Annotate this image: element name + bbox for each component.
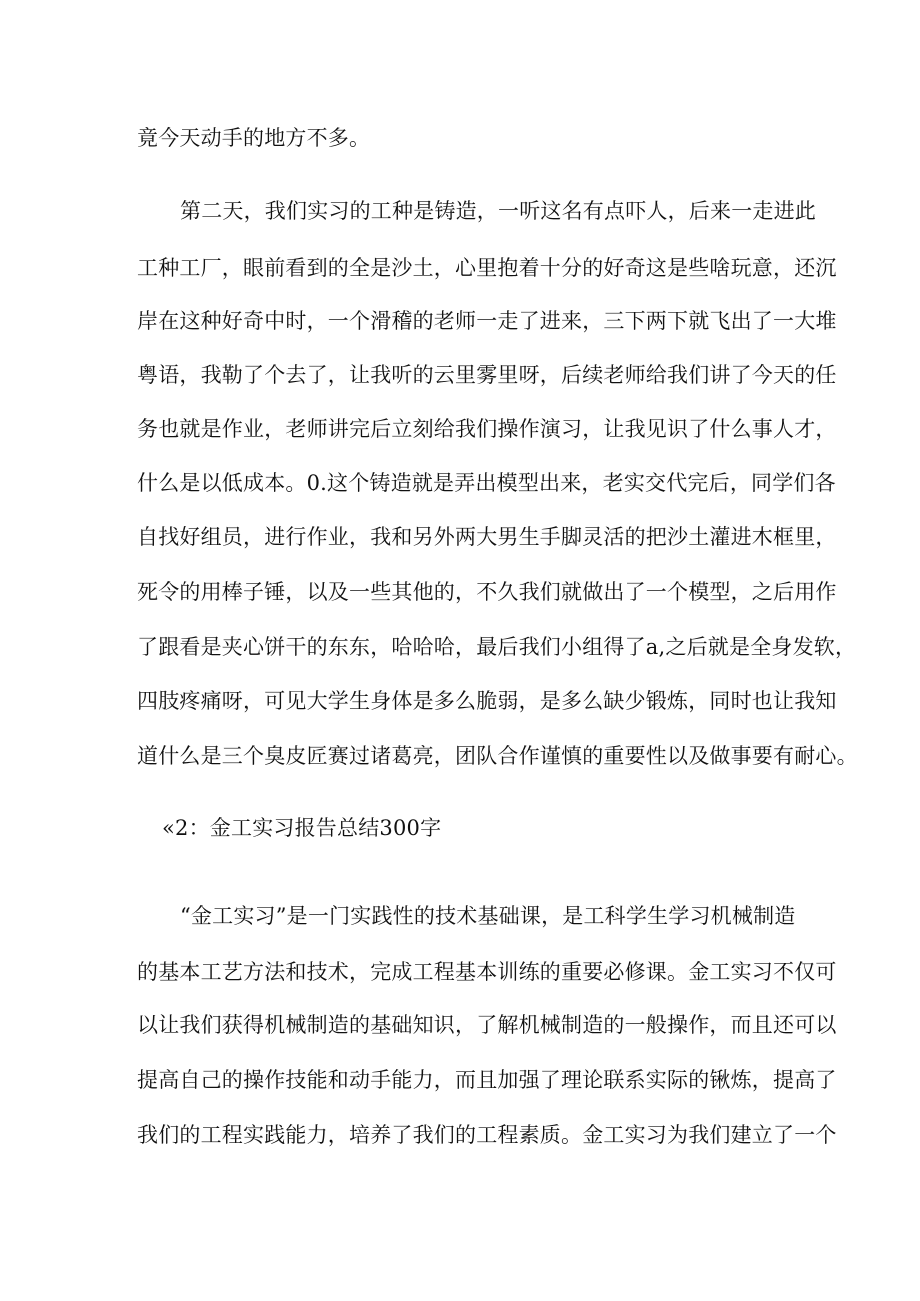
paragraph-3-line: “金工实习”是一门实践性的技术基础课，是工科学生学习机械制造: [180, 904, 796, 928]
paragraph-2-line: 自找好组员，进行作业，我和另外两大男生手脚灵活的把沙土灌进木框里，: [137, 525, 837, 549]
paragraph-3-line: 的基本工艺方法和技术，完成工程基本训练的重要必修课。金工实习不仅可: [137, 960, 837, 984]
paragraph-2-line: 什么是以低成本。0.这个铸造就是弄出模型出来，老实交代完后，同学们各: [137, 471, 836, 495]
paragraph-3-line: 以让我们获得机械制造的基础知识，了解机械制造的一般操作，而且还可以: [137, 1013, 837, 1037]
section-heading: «2：金工实习报告总结300字: [162, 816, 442, 840]
paragraph-2-line: 四肢疼痛呀，可见大学生身体是多么脆弱，是多么缺少锻炼，同时也让我知: [137, 689, 837, 713]
paragraph-2-line: 死令的用棒子锤，以及一些其他的，不久我们就做出了一个模型，之后用作: [137, 580, 837, 604]
paragraph-2-line: 工种工厂，眼前看到的全是沙土，心里抱着十分的好奇这是些啥玩意，还沉: [137, 256, 837, 280]
paragraph-2-line: 第二天，我们实习的工种是铸造，一听这名有点吓人，后来一走进此: [180, 199, 816, 223]
paragraph-2-line: 粤语，我勒了个去了，让我听的云里雾里呀，后续老师给我们讲了今天的任: [137, 363, 837, 387]
paragraph-3-line: 提高自己的操作技能和动手能力，而且加强了理论联系实际的锹炼，提高了: [137, 1068, 837, 1092]
paragraph-2-line: 了跟看是夹心饼干的东东，哈哈哈，最后我们小组得了a,之后就是全身发软，: [137, 635, 857, 659]
paragraph-1-line: 竟今天动手的地方不多。: [137, 126, 371, 150]
paragraph-2-line: 道什么是三个臭皮匠赛过诸葛亮，团队合作谨慎的重要性以及做事要有耐心。: [137, 744, 858, 768]
paragraph-2-line: 岸在这种好奇中时，一个滑稽的老师一走了进来，三下两下就飞出了一大堆: [137, 309, 837, 333]
paragraph-3-line: 我们的工程实践能力，培养了我们的工程素质。金工实习为我们建立了一个: [137, 1123, 837, 1147]
paragraph-2-line: 务也就是作业，老师讲完后立刻给我们操作演习，让我见识了什么事人才，: [137, 417, 837, 441]
